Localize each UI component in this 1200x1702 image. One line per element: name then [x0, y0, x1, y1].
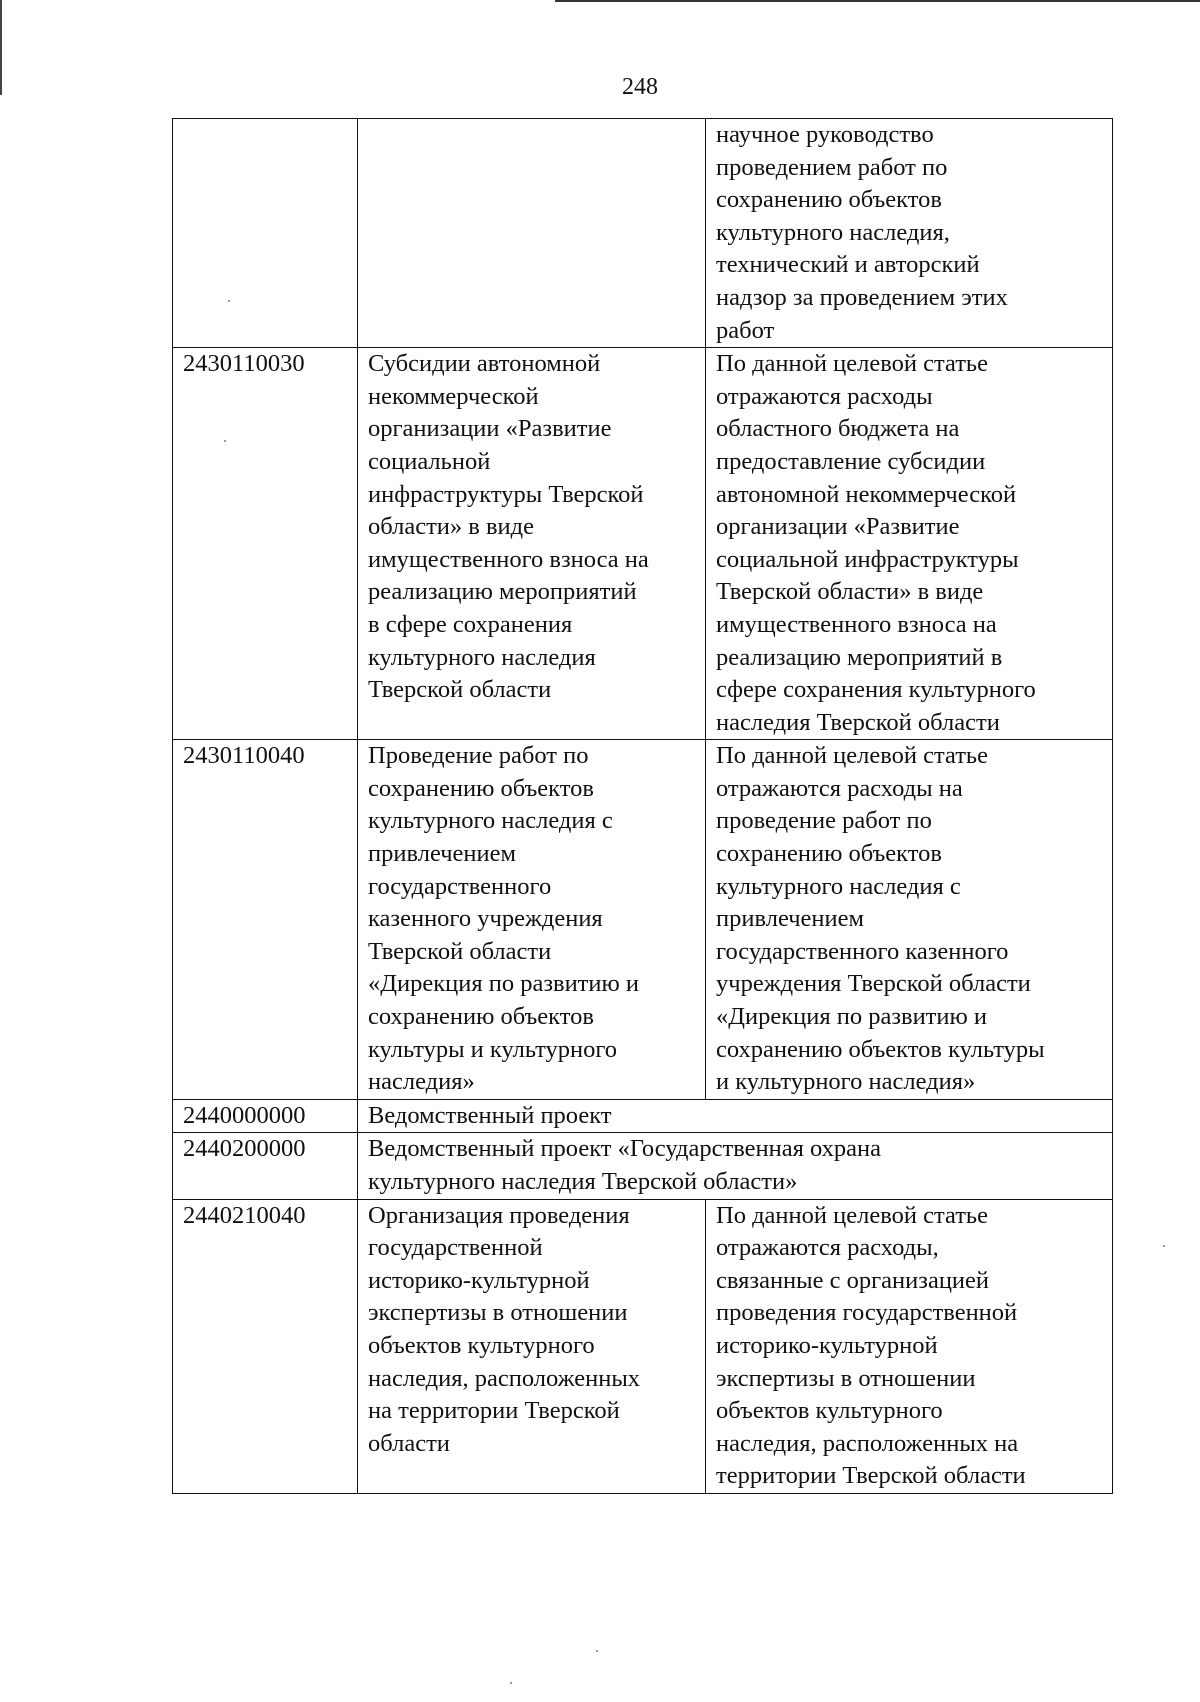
text-line: некоммерческой: [368, 382, 539, 410]
expenditure-description: [706, 1199, 1113, 1493]
expenditure-name: [358, 119, 706, 348]
text-line: историко-культурной: [716, 1331, 938, 1359]
text-line: организации «Развитие: [716, 513, 960, 541]
target-article-code: 2430110040: [173, 740, 358, 1100]
expenditure-description: [706, 119, 1113, 348]
text-line: проведением работ по: [716, 153, 948, 181]
text-line: культурного наследия с: [716, 872, 961, 900]
text-line: Проведение работ по: [368, 742, 589, 770]
expenditure-name: [358, 348, 706, 740]
text-line: реализацию мероприятий: [368, 578, 637, 606]
scan-speck: [1163, 1245, 1165, 1247]
text-line: автономной некоммерческой: [716, 480, 1017, 508]
text-line: объектов культурного: [716, 1397, 943, 1425]
text-line: реализацию мероприятий в: [716, 643, 1003, 671]
expenditure-description: [706, 740, 1113, 1100]
text-line: области» в виде: [368, 513, 534, 541]
text-line: социальной: [368, 447, 491, 475]
text-line: привлечением: [716, 905, 865, 933]
text-line: научное руководство: [716, 121, 934, 148]
text-line: сохранению объектов: [716, 840, 942, 868]
text-line: «Дирекция по развитию и: [368, 970, 640, 998]
text-line: отражаются расходы на: [716, 774, 963, 802]
text-line: областного бюджета на: [716, 415, 960, 443]
scan-edge-top: [555, 0, 1200, 2]
text-line: «Дирекция по развитию и: [716, 1003, 988, 1031]
text-line: культуры и культурного: [368, 1035, 618, 1063]
text-line: Субсидии автономной: [368, 350, 601, 378]
text-line: имущественного взноса на: [368, 545, 649, 573]
text-line: территории Тверской области: [716, 1462, 1026, 1490]
text-line: Тверской области» в виде: [716, 578, 984, 606]
text-line: предоставление субсидии: [716, 447, 986, 475]
text-line: казенного учреждения: [368, 905, 603, 933]
project-name-merged: [358, 1099, 1113, 1133]
target-article-code: 2430110030: [173, 348, 358, 740]
text-line: культурного наследия Тверской области»: [368, 1168, 798, 1195]
scan-speck: [510, 1682, 512, 1684]
text-line: Ведомственный проект «Государственная охрана: [368, 1135, 881, 1163]
text-line: государственного казенного: [716, 937, 1009, 965]
text-line: историко-культурной: [368, 1266, 590, 1294]
page-number: 248: [622, 74, 658, 100]
text-line: проведение работ по: [716, 807, 932, 835]
text-line: работ: [716, 316, 775, 344]
text-line: сохранению объектов: [368, 1003, 594, 1031]
text-line: По данной целевой статье: [716, 742, 988, 770]
text-line: Организация проведения: [368, 1201, 630, 1229]
target-article-code: 2440000000: [173, 1099, 358, 1133]
text-line: сфере сохранения культурного: [716, 676, 1036, 704]
scan-speck: [596, 1650, 598, 1652]
text-line: экспертизы в отношении: [716, 1364, 976, 1392]
budget-classification-table: [172, 118, 1113, 1494]
text-line: Тверской области: [368, 937, 552, 965]
text-line: государственного: [368, 872, 552, 900]
target-article-code: [173, 119, 358, 348]
text-line: области: [368, 1429, 450, 1457]
target-article-code: 2440210040: [173, 1199, 358, 1493]
text-line: надзор за проведением этих: [716, 283, 1008, 311]
text-line: привлечением: [368, 840, 517, 868]
table-row: [173, 1199, 1113, 1493]
text-line: проведения государственной: [716, 1299, 1018, 1327]
expenditure-name: [358, 1199, 706, 1493]
text-line: культурного наследия с: [368, 807, 613, 835]
text-line: и культурного наследия»: [716, 1068, 976, 1096]
text-line: инфраструктуры Тверской: [368, 480, 644, 508]
table-row: [173, 348, 1113, 740]
text-line: культурного наследия: [368, 643, 596, 671]
text-line: По данной целевой статье: [716, 350, 988, 378]
text-line: сохранению объектов: [368, 774, 594, 802]
table-row: [173, 119, 1113, 348]
text-line: отражаются расходы: [716, 382, 933, 410]
text-line: сохранению объектов: [716, 186, 942, 214]
text-line: технический и авторский: [716, 251, 980, 279]
table-row: [173, 1133, 1113, 1199]
text-line: имущественного взноса на: [716, 610, 997, 638]
text-line: наследия»: [368, 1068, 475, 1096]
text-line: социальной инфраструктуры: [716, 545, 1019, 573]
expenditure-name: [358, 740, 706, 1100]
text-line: в сфере сохранения: [368, 610, 573, 638]
text-line: экспертизы в отношении: [368, 1299, 628, 1327]
target-article-code: 2440200000: [173, 1133, 358, 1199]
text-line: государственной: [368, 1234, 543, 1262]
text-line: учреждения Тверской области: [716, 970, 1031, 998]
table-row: [173, 740, 1113, 1100]
text-line: сохранению объектов культуры: [716, 1035, 1045, 1063]
text-line: отражаются расходы,: [716, 1234, 939, 1262]
text-line: Ведомственный проект: [368, 1101, 612, 1129]
expenditure-description: [706, 348, 1113, 740]
text-line: наследия Тверской области: [716, 708, 1000, 736]
text-line: на территории Тверской: [368, 1397, 620, 1425]
text-line: связанные с организацией: [716, 1266, 990, 1294]
project-name-merged: [358, 1133, 1113, 1199]
text-line: культурного наследия,: [716, 218, 950, 246]
text-line: организации «Развитие: [368, 415, 612, 443]
text-line: наследия, расположенных: [368, 1364, 641, 1392]
table-row: [173, 1099, 1113, 1133]
text-line: объектов культурного: [368, 1331, 595, 1359]
text-line: наследия, расположенных на: [716, 1429, 1019, 1457]
text-line: Тверской области: [368, 676, 552, 704]
text-line: По данной целевой статье: [716, 1201, 988, 1229]
